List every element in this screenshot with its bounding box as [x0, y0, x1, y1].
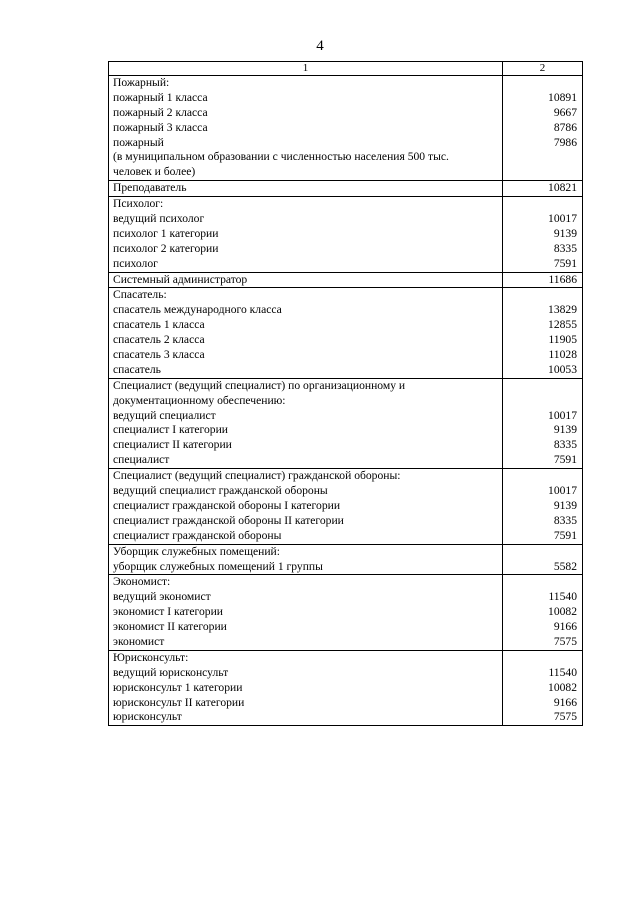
position-cell: [109, 544, 503, 575]
position-label: Специалист (ведущий специалист) гражданской обороны:: [113, 469, 401, 483]
page-number: 4: [316, 38, 324, 54]
salary-value: 8786: [553, 120, 577, 134]
position-label: Психолог:: [113, 197, 164, 211]
salary-cell: [503, 650, 583, 725]
position-cell: [109, 575, 503, 650]
salary-value: [503, 394, 577, 409]
salary-value: [503, 469, 577, 484]
salary-cell: [503, 288, 583, 378]
position-cell: [109, 272, 503, 288]
table-row: [109, 197, 583, 272]
salary-value: 13829: [548, 303, 577, 317]
table-row: [109, 181, 583, 197]
salary-cell: [503, 575, 583, 650]
position-label: ведущий юрисконсульт: [113, 665, 229, 679]
position-label: экономист I категории: [113, 605, 223, 619]
position-label: человек и более): [113, 165, 196, 179]
salary-value: 9667: [553, 105, 577, 119]
position-label: специалист гражданской обороны I категории: [113, 498, 341, 512]
salary-cell: [503, 378, 583, 468]
table-row: [109, 76, 583, 181]
salary-value: [503, 575, 577, 590]
position-label: юрисконсульт II категории: [113, 695, 245, 709]
position-label: Экономист:: [113, 575, 171, 589]
table-body: [109, 76, 583, 726]
salary-value: [503, 379, 577, 394]
salary-cell: [503, 544, 583, 575]
table-header-row: [109, 62, 583, 76]
position-label: юрисконсульт: [113, 710, 182, 724]
position-label: психолог 2 категории: [113, 241, 219, 255]
position-label: спасатель 3 класса: [113, 348, 205, 362]
salary-cell: [503, 469, 583, 544]
salary-value: [503, 165, 577, 180]
position-label: специалист гражданской обороны: [113, 528, 282, 542]
salary-value: 9166: [553, 620, 577, 634]
position-label: ведущий специалист гражданской обороны: [113, 484, 328, 498]
position-label: ведущий экономист: [113, 590, 211, 604]
salary-cell: [503, 76, 583, 181]
position-label: спасатель 1 класса: [113, 318, 205, 332]
salary-value: 7986: [553, 135, 577, 149]
table-row: [109, 650, 583, 725]
salary-value: 9166: [553, 695, 577, 709]
position-label: Пожарный:: [113, 76, 170, 89]
salary-value: 8335: [553, 513, 577, 527]
salary-value: 9139: [553, 423, 577, 437]
salary-value: 7591: [553, 528, 577, 542]
salary-value: [503, 651, 577, 666]
salary-value: 8335: [553, 241, 577, 255]
salary-value: [503, 76, 577, 91]
position-label: психолог 1 категории: [113, 226, 219, 240]
position-cell: [109, 650, 503, 725]
position-label: Системный администратор: [113, 272, 248, 286]
position-cell: [109, 469, 503, 544]
position-label: экономист II категории: [113, 620, 227, 634]
position-cell: [109, 197, 503, 272]
salary-value: 11686: [548, 272, 577, 286]
salary-value: 10017: [548, 408, 577, 422]
table-row: [109, 288, 583, 378]
position-label: Юрисконсульт:: [113, 650, 189, 664]
column-header-2: 2: [503, 62, 583, 76]
position-label: (в муниципальном образовании с численностью населения 500 тыс.: [113, 150, 449, 164]
salary-value: 9139: [553, 498, 577, 512]
salary-value: 10017: [548, 212, 577, 226]
position-label: пожарный: [113, 135, 164, 149]
position-label: спасатель 2 класса: [113, 333, 205, 347]
table-row: [109, 544, 583, 575]
position-label: пожарный 3 класса: [113, 120, 208, 134]
position-label: психолог: [113, 256, 158, 270]
salary-value: 10821: [548, 181, 577, 195]
position-label: спасатель международного класса: [113, 303, 282, 317]
position-label: Преподаватель: [113, 181, 187, 195]
salary-cell: [503, 181, 583, 197]
position-label: спасатель: [113, 362, 161, 376]
salary-value: 10082: [548, 605, 577, 619]
salary-value: 7591: [553, 256, 577, 270]
salary-value: 10053: [548, 362, 577, 376]
salary-value: 7591: [553, 453, 577, 467]
position-label: юрисконсульт 1 категории: [113, 680, 243, 694]
position-label: специалист: [113, 453, 170, 467]
position-label: Спасатель:: [113, 288, 167, 302]
salary-value: 11540: [548, 590, 577, 604]
salary-value: [503, 150, 577, 165]
position-label: Специалист (ведущий специалист) по организационному и: [113, 378, 406, 392]
salary-value: 10891: [548, 90, 577, 104]
salary-value: 5582: [553, 559, 577, 573]
position-label: пожарный 1 класса: [113, 90, 208, 104]
salary-value: 11905: [548, 333, 577, 347]
salary-value: 10082: [548, 680, 577, 694]
position-cell: [109, 288, 503, 378]
position-label: специалист II категории: [113, 438, 232, 452]
position-label: ведущий специалист: [113, 408, 216, 422]
table-row: [109, 272, 583, 288]
table-row: [109, 575, 583, 650]
salary-value: [503, 197, 577, 212]
position-label: специалист гражданской обороны II категории: [113, 513, 344, 527]
salary-value: 12855: [548, 318, 577, 332]
position-label: экономист: [113, 634, 165, 648]
position-label: уборщик служебных помещений 1 группы: [113, 559, 323, 573]
salary-value: 11028: [548, 348, 577, 362]
position-label: пожарный 2 класса: [113, 105, 208, 119]
position-label: специалист I категории: [113, 423, 228, 437]
salary-value: 7575: [553, 634, 577, 648]
salary-value: 7575: [553, 710, 577, 724]
position-label: документационному обеспечению:: [113, 393, 286, 407]
table-row: [109, 378, 583, 468]
salary-value: [503, 545, 577, 560]
position-cell: [109, 378, 503, 468]
position-label: Уборщик служебных помещений:: [113, 544, 280, 558]
salary-value: [503, 288, 577, 303]
salary-value: 8335: [553, 438, 577, 452]
salary-cell: [503, 197, 583, 272]
position-cell: [109, 181, 503, 197]
position-label: ведущий психолог: [113, 212, 205, 226]
salary-value: 10017: [548, 484, 577, 498]
column-header-1: 1: [109, 62, 503, 76]
salary-value: 9139: [553, 226, 577, 240]
salary-value: 11540: [548, 665, 577, 679]
position-cell: [109, 76, 503, 181]
salary-cell: [503, 272, 583, 288]
salary-table: [108, 61, 583, 726]
table-row: [109, 469, 583, 544]
